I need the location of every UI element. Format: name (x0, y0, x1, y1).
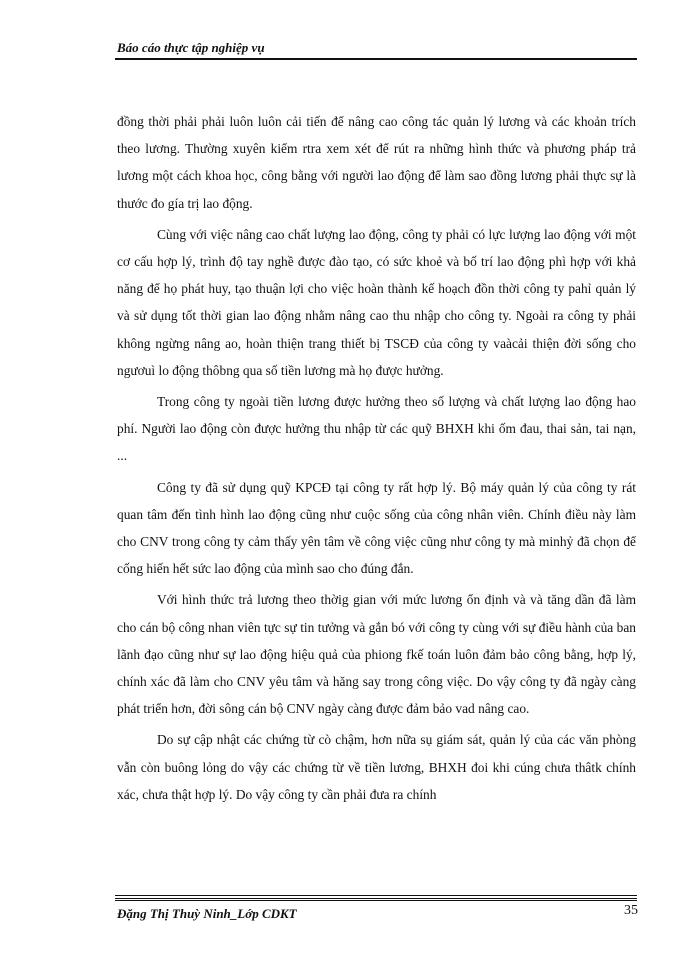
footer-author: Đặng Thị Thuỳ Ninh_Lớp CDKT (117, 906, 297, 921)
body-text (117, 108, 636, 812)
paragraph-5: Với hình thức trả lương theo thờig gian với mức lương ổn định và và tăng dần đã làm cho cán bộ công nhan viên tực sự tin tưởng và gắn bó với công ty cùng với sự điều hành của ban lãnh đạo cũng như sự lao động hiệu quả của phiong fkế toán luôn đảm bảo công bằng, hợp lý, chính xác đã làm cho CNV yêu tâm và hăng say trong công việc. Do vậy công ty đã ngày càng phát triển hơn, đời sông cán bộ CNV ngày càng được đảm bảo vad nâng cao. (117, 592, 636, 717)
paragraph-2: Cùng với việc nâng cao chất lượng lao động, công ty phải có lực lượng lao động với một cơ cấu hợp lý, trình độ tay nghề được đào tạo, có sức khoẻ và bố trí lao động phì hợp với khả năng để họ phát huy, tạo thuận lợi cho việc hoàn thành kế hoạch đồn thời công ty pahỉ quản lý và sử dụng tốt thời gian lao động nhằm nâng cao thu nhập cho công ty. Ngoài ra công ty phải không ngừng nâng ao, hoàn thiện trang thiết bị TSCĐ của công ty vaàcải thiện đời sống cho ngươuì lo động thôbng qua số tiền lương mà họ được hưởng. (117, 226, 636, 378)
page-number: 35 (624, 903, 638, 918)
footer-rule-bottom (115, 898, 637, 901)
paragraph-4: Công ty đã sử dụng quỹ KPCĐ tại công ty rất hợp lý. Bộ máy quản lý của công ty rát quan tâm đến tình hình lao động cũng như cuộc sống của công nhân viên. Chính điều này làm cho CNV trong công ty cảm thấy yên tâm về công việc cũng như công ty mà minhỷ đã chọn để cống hiến hết sức lao động của mình sao cho đúng đắn. (117, 479, 636, 577)
footer-rule-top (115, 895, 637, 896)
paragraph-3: Trong công ty ngoài tiền lương được hưởng theo số lượng và chất lượng lao động hao phí. Người lao động còn được hưởng thu nhập từ các quỹ BHXH khi ốm đau, thai sản, tai nạn, ... (117, 394, 636, 464)
header-rule (115, 58, 637, 60)
paragraph-1: đồng thời phải phải luôn luôn cải tiến để nâng cao công tác quản lý lương và các khoản trích theo lương. Thường xuyên kiểm rtra xem xét để rút ra những hình thức và phương pháp trả lương một cách khoa học, công bằng với người lao động để làm sao đồng lương phải thực sự là thước đo gía trị lao động. (117, 114, 636, 211)
paragraph-6: Do sự cập nhật các chứng từ cò chậm, hơn nữa sụ giám sát, quản lý của các văn phòng vẫn còn buông lỏng do vậy các chứng từ về tiền lương, BHXH đoi khi cúng chưa thâtk chính xác, chưa thật hợp lý. Do vậy công ty cần phải đưa ra chính (117, 732, 636, 802)
page-header: Báo cáo thực tập nghiệp vụ (117, 40, 265, 55)
